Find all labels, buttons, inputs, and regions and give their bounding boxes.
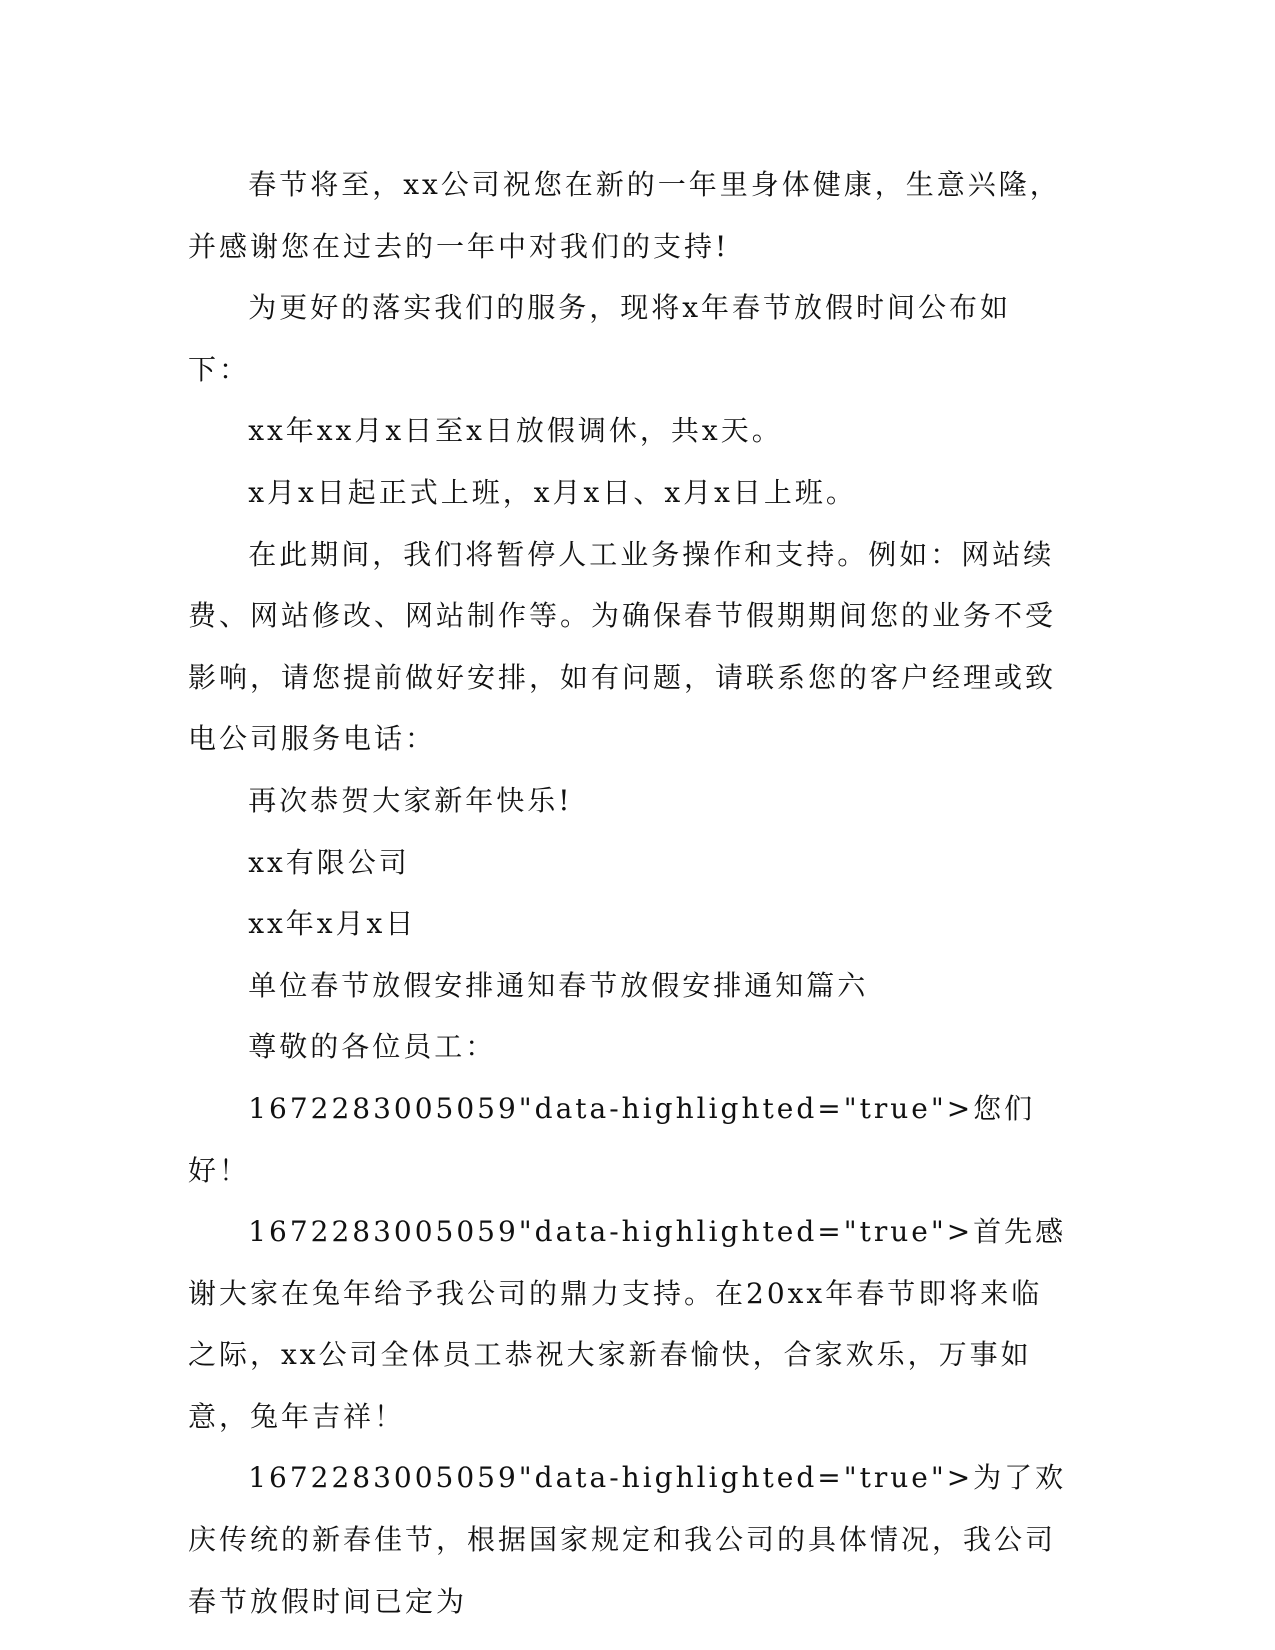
paragraph-holiday-schedule: 1672283005059"data-highlighted="true">为了欢庆传统的新春佳节，根据国家规定和我公司的具体情况，我公司春节放假时间已定为 [188,1461,1067,1618]
paragraph-hello: 1672283005059"data-highlighted="true">您们好！ [188,1091,1036,1187]
company-signature: xx有限公司 [248,845,410,879]
signature-date: xx年x月x日 [248,907,417,941]
paragraph-thanks: 1672283005059"data-highlighted="true">首先感谢大家在兔年给予我公司的鼎力支持。在20xx年春节即将来临之际，xx公司全体员工恭祝大家新春愉快，合家欢乐，万事如意，兔年吉祥！ [188,1215,1067,1433]
paragraph-service-notice: 在此期间，我们将暂停人工业务操作和支持。例如：网站续费、网站修改、网站制作等。为确保春节假期期间您的业务不受影响，请您提前做好安排，如有问题，请联系您的客户经理或致电公司服务电话： [188,537,1057,756]
paragraph-holiday-dates: xx年xx月x日至x日放假调休，共x天。 [248,414,783,448]
paragraph-greeting: 春节将至，xx公司祝您在新的一年里身体健康，生意兴隆，并感谢您在过去的一年中对我们的支持! [188,168,1061,263]
paragraph-return-to-work: x月x日起正式上班，x月x日、x月x日上班。 [248,475,857,509]
document-body [188,154,1068,1632]
paragraph-new-year-wishes: 再次恭贺大家新年快乐! [248,783,573,817]
salutation: 尊敬的各位员工： [248,1030,497,1064]
paragraph-announcement-intro: 为更好的落实我们的服务，现将x年春节放假时间公布如下： [188,291,1011,386]
section-heading: 单位春节放假安排通知春节放假安排通知篇六 [248,968,869,1002]
